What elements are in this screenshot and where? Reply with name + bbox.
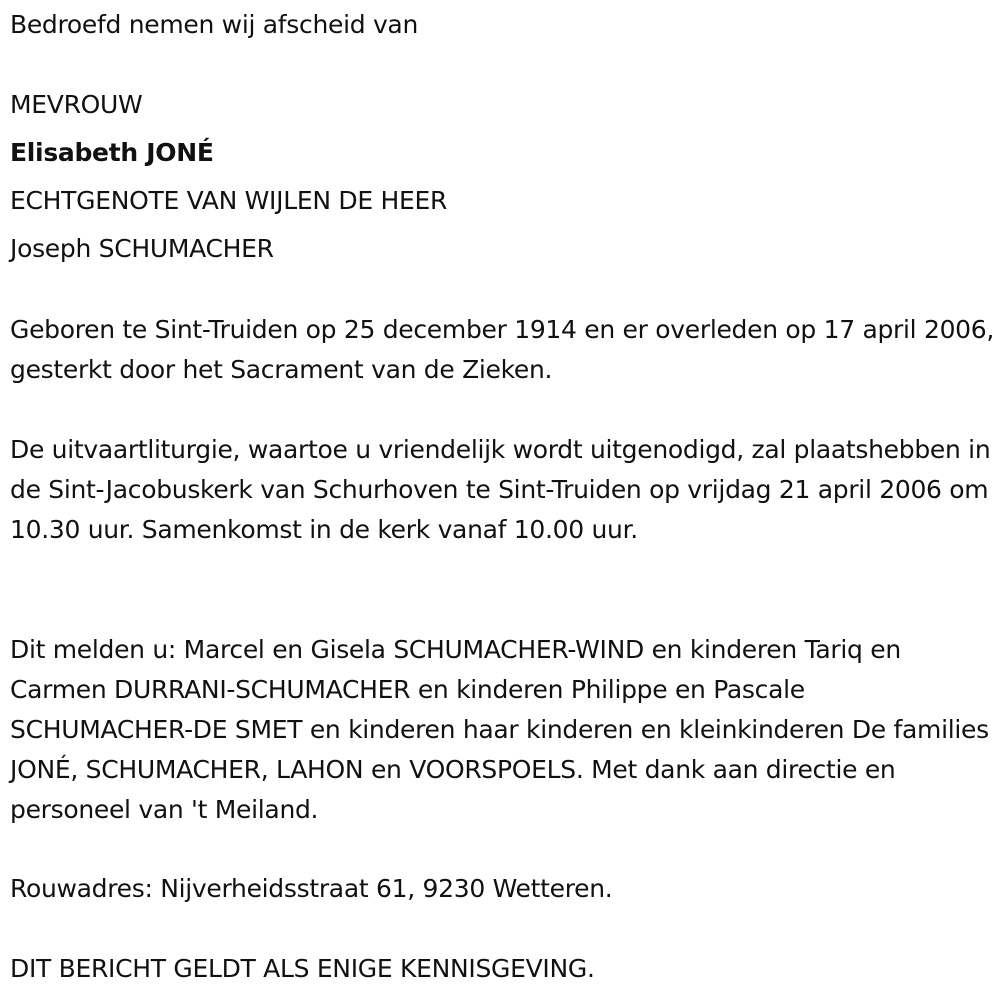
title-line: MEVROUW [10,90,143,119]
funeral-paragraph: De uitvaartliturgie, waartoe u vriendelijk wordt uitgenodigd, zal plaatshebben in de Sint-Jacobuskerk van Schurhoven te Sint-Truiden op vrijdag 21 april 2006 om 10.30 uur. Samenkomst in de kerk vanaf 10.00 uur. [10,435,991,544]
closing-line: DIT BERICHT GELDT ALS ENIGE KENNISGEVING. [10,954,595,983]
announcers-paragraph: Dit melden u: Marcel en Gisela SCHUMACHER-WIND en kinderen Tariq en Carmen DURRANI-SCHUMACHER en kinderen Philippe en Pascale SCHUMACHER-DE SMET en kinderen haar kinderen en kleinkinderen De families JONÉ, SCHUMACHER, LAHON en VOORSPOELS. Met dank aan directie en personeel van 't Meiland. [10,635,989,824]
deceased-name: Elisabeth JONÉ [10,138,214,167]
intro-line: Bedroefd nemen wij afscheid van [10,10,418,39]
birth-death-paragraph: Geboren te Sint-Truiden op 25 december 1914 en er overleden op 17 april 2006, gesterkt door het Sacrament van de Zieken. [10,315,995,384]
spouse-name: Joseph SCHUMACHER [10,234,274,263]
address-line: Rouwadres: Nijverheidsstraat 61, 9230 Wetteren. [10,874,613,903]
relation-line: ECHTGENOTE VAN WIJLEN DE HEER [10,186,448,215]
